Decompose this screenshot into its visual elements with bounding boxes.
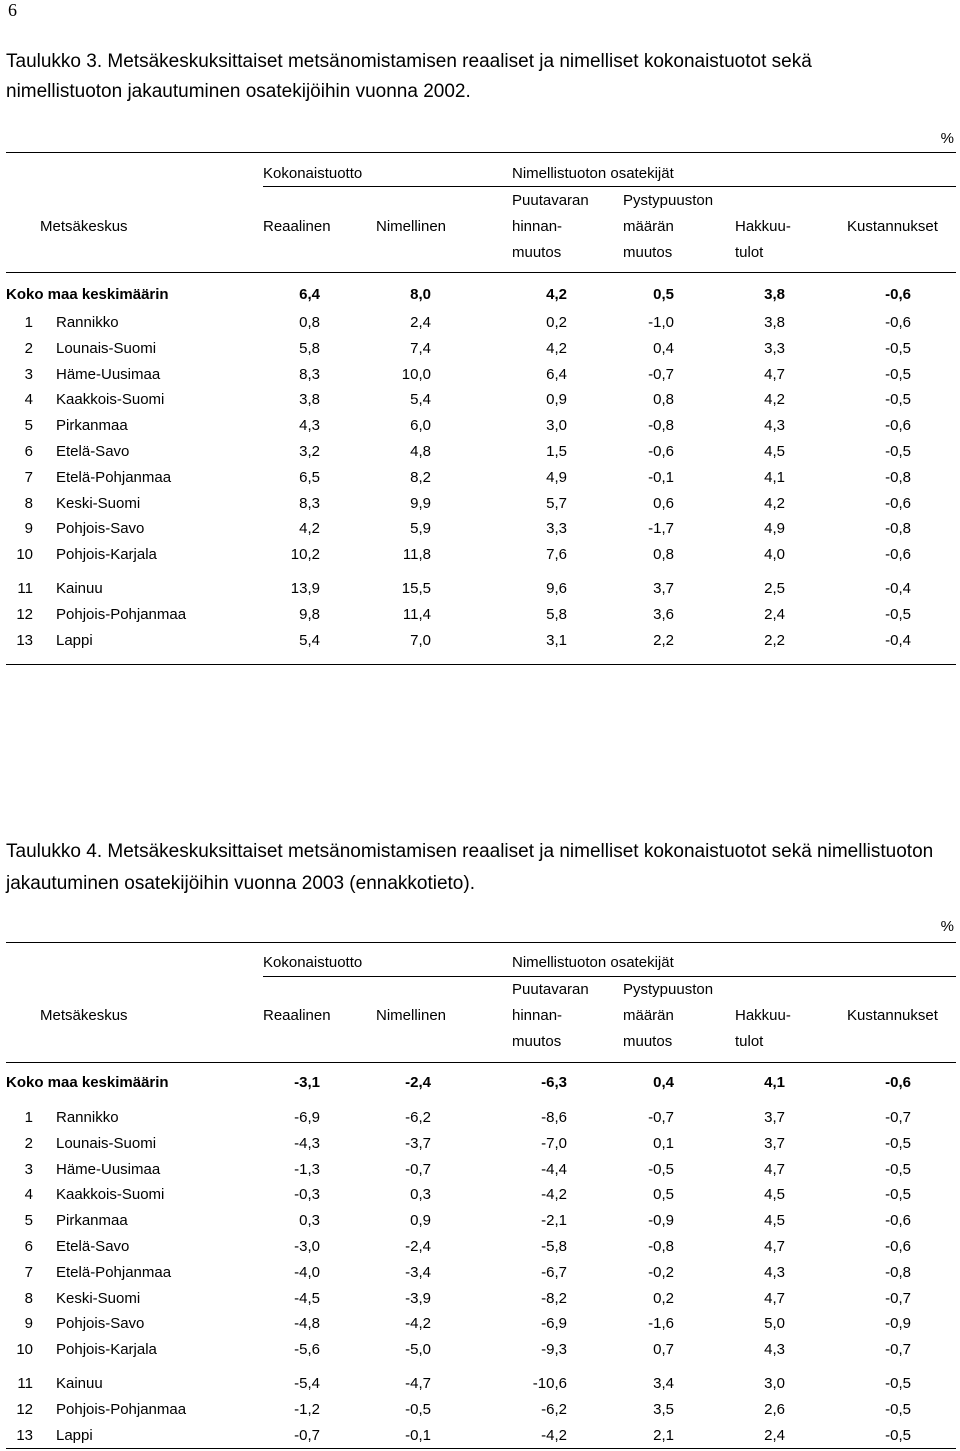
row-value: -4,7 bbox=[405, 1375, 431, 1392]
row-value: -0,4 bbox=[885, 631, 911, 649]
total-row-value: 4,1 bbox=[764, 1074, 785, 1091]
row-value: -0,7 bbox=[294, 1426, 320, 1444]
row-value: -0,1 bbox=[405, 1426, 431, 1444]
row-value: -0,7 bbox=[648, 365, 674, 383]
row-value: 2,4 bbox=[764, 1426, 785, 1444]
row-value: 11,4 bbox=[402, 605, 431, 623]
row-value: 6,4 bbox=[546, 365, 567, 383]
row-value: -9,3 bbox=[541, 1341, 567, 1359]
column-header-region: Metsäkeskus bbox=[40, 218, 128, 235]
row-value: -6,9 bbox=[541, 1315, 567, 1333]
row-value: 6,0 bbox=[410, 417, 431, 435]
row-value: 4,2 bbox=[764, 391, 785, 409]
row-value: 0,1 bbox=[653, 1134, 674, 1152]
row-region-name: Pirkanmaa bbox=[56, 1212, 128, 1230]
row-region-name: Kaakkois-Suomi bbox=[56, 391, 165, 409]
row-number: 6 bbox=[24, 443, 33, 460]
row-value: 15,5 bbox=[401, 580, 431, 597]
row-value: 5,4 bbox=[299, 631, 320, 649]
row-value: -8,2 bbox=[541, 1289, 567, 1307]
row-region-name: Pohjois-Karjala bbox=[56, 546, 157, 564]
row-number: 2 bbox=[24, 1134, 33, 1152]
row-value: -0,5 bbox=[885, 1400, 911, 1418]
column-header-price: hinnan- bbox=[512, 1007, 563, 1024]
row-value: -2,1 bbox=[541, 1212, 567, 1230]
row-region-name: Etelä-Savo bbox=[56, 1238, 130, 1255]
row-value: -0,3 bbox=[294, 1186, 320, 1204]
row-value: 4,0 bbox=[764, 546, 785, 564]
row-value: -5,4 bbox=[294, 1375, 320, 1392]
row-value: 8,3 bbox=[299, 365, 320, 383]
row-value: 0,3 bbox=[410, 1186, 431, 1204]
unit-label: % bbox=[940, 130, 954, 147]
row-value: -3,9 bbox=[405, 1289, 431, 1307]
row-region-name: Pohjois-Savo bbox=[56, 1315, 145, 1333]
row-value: 3,2 bbox=[299, 443, 320, 460]
row-region-name: Kainuu bbox=[56, 1375, 103, 1392]
row-value: -0,5 bbox=[885, 391, 911, 409]
total-row-label: Koko maa keskimäärin bbox=[6, 286, 169, 303]
row-number: 10 bbox=[16, 546, 33, 564]
group-rule bbox=[263, 976, 956, 977]
row-region-name: Rannikko bbox=[56, 1109, 119, 1126]
row-value: -6,2 bbox=[405, 1109, 431, 1126]
column-header-harvest: tulot bbox=[735, 244, 764, 261]
row-value: 7,0 bbox=[410, 631, 431, 649]
row-value: 4,3 bbox=[764, 1263, 785, 1281]
group-header-total: Kokonaistuotto bbox=[263, 954, 363, 971]
total-row-value: -0,6 bbox=[885, 286, 911, 303]
row-value: -0,5 bbox=[885, 1186, 911, 1204]
row-value: -0,5 bbox=[885, 1134, 911, 1152]
row-value: 2,2 bbox=[653, 631, 674, 649]
row-value: 0,8 bbox=[653, 546, 674, 564]
row-region-name: Kaakkois-Suomi bbox=[56, 1186, 165, 1204]
row-number: 2 bbox=[24, 339, 33, 357]
row-number: 9 bbox=[24, 520, 33, 538]
row-value: -6,2 bbox=[541, 1400, 567, 1418]
row-value: 2,1 bbox=[653, 1426, 674, 1444]
row-value: 4,8 bbox=[410, 443, 431, 460]
row-region-name: Lappi bbox=[56, 1426, 93, 1444]
row-number: 7 bbox=[24, 468, 33, 486]
row-value: -0,7 bbox=[885, 1289, 911, 1307]
row-value: -0,6 bbox=[885, 546, 911, 564]
row-value: 0,8 bbox=[299, 314, 320, 331]
total-row-value: -6,3 bbox=[541, 1074, 567, 1091]
row-value: -5,8 bbox=[541, 1238, 567, 1255]
row-number: 8 bbox=[24, 494, 33, 512]
row-number: 6 bbox=[24, 1238, 33, 1255]
row-value: 3,8 bbox=[299, 391, 320, 409]
row-value: 7,4 bbox=[410, 339, 431, 357]
row-number: 11 bbox=[17, 580, 33, 597]
row-region-name: Pirkanmaa bbox=[56, 417, 128, 435]
column-header-nominal: Nimellinen bbox=[376, 218, 447, 235]
row-value: -0,6 bbox=[885, 1212, 911, 1230]
row-value: 4,3 bbox=[764, 1341, 785, 1359]
row-value: 4,2 bbox=[546, 339, 567, 357]
row-value: 4,5 bbox=[764, 443, 785, 460]
row-value: 0,8 bbox=[653, 391, 674, 409]
row-value: -0,1 bbox=[648, 468, 674, 486]
row-region-name: Rannikko bbox=[56, 314, 119, 331]
row-number: 3 bbox=[24, 365, 33, 383]
row-number: 4 bbox=[24, 1186, 33, 1204]
row-number: 8 bbox=[24, 1289, 33, 1307]
row-value: -0,5 bbox=[885, 1160, 911, 1178]
row-value: 4,9 bbox=[764, 520, 785, 538]
row-value: -0,6 bbox=[885, 494, 911, 512]
row-region-name: Häme-Uusimaa bbox=[56, 1160, 161, 1178]
total-row-value: 4,2 bbox=[546, 286, 567, 303]
column-header-costs: Kustannukset bbox=[847, 1007, 938, 1024]
row-value: 0,5 bbox=[653, 1186, 674, 1204]
row-value: 5,8 bbox=[546, 605, 567, 623]
row-value: -4,8 bbox=[294, 1315, 320, 1333]
row-region-name: Lounais-Suomi bbox=[56, 1134, 157, 1152]
row-number: 5 bbox=[24, 1212, 33, 1230]
row-value: -4,2 bbox=[541, 1426, 567, 1444]
row-value: 3,7 bbox=[764, 1134, 785, 1152]
row-region-name: Etelä-Pohjanmaa bbox=[56, 1263, 172, 1281]
row-value: 4,5 bbox=[764, 1186, 785, 1204]
row-value: -1,6 bbox=[648, 1315, 674, 1333]
row-value: -6,9 bbox=[294, 1109, 320, 1126]
row-value: -4,4 bbox=[541, 1160, 567, 1178]
row-value: 3,6 bbox=[653, 605, 674, 623]
row-value: 0,2 bbox=[546, 314, 567, 331]
row-number: 10 bbox=[16, 1341, 33, 1359]
column-header-real: Reaalinen bbox=[263, 218, 331, 235]
row-value: 9,6 bbox=[546, 580, 567, 597]
row-number: 12 bbox=[16, 1400, 33, 1418]
row-value: 3,0 bbox=[764, 1375, 785, 1392]
total-row-value: -0,6 bbox=[885, 1074, 911, 1091]
row-value: -0,5 bbox=[885, 365, 911, 383]
column-header-price: muutos bbox=[512, 244, 562, 261]
row-value: -0,5 bbox=[885, 443, 911, 460]
row-value: 0,3 bbox=[299, 1212, 320, 1230]
row-value: 9,8 bbox=[299, 605, 320, 623]
row-value: 4,7 bbox=[764, 1160, 785, 1178]
table-caption-line: nimellistuoton jakautuminen osatekijöihin vuonna 2002. bbox=[6, 81, 471, 102]
row-value: 5,9 bbox=[410, 520, 431, 538]
row-value: 4,7 bbox=[764, 1238, 785, 1255]
row-value: -0,5 bbox=[405, 1400, 431, 1418]
row-value: 4,7 bbox=[764, 365, 785, 383]
total-row-value: 3,8 bbox=[764, 286, 785, 303]
row-value: 4,2 bbox=[299, 520, 320, 538]
column-header-volume: muutos bbox=[623, 244, 673, 261]
row-number: 13 bbox=[16, 631, 33, 649]
row-number: 9 bbox=[24, 1315, 33, 1333]
row-value: 3,3 bbox=[546, 520, 567, 538]
row-value: 7,6 bbox=[546, 546, 567, 564]
table-caption-line: Taulukko 3. Metsäkeskuksittaiset metsänomistamisen reaaliset ja nimelliset kokonaistuotot sekä bbox=[6, 51, 812, 72]
row-value: -0,5 bbox=[648, 1160, 674, 1178]
row-number: 3 bbox=[24, 1160, 33, 1178]
page-number: 6 bbox=[8, 0, 17, 20]
column-header-price: muutos bbox=[512, 1033, 562, 1050]
row-value: -7,0 bbox=[541, 1134, 567, 1152]
row-value: 8,2 bbox=[410, 468, 431, 486]
column-header-volume: Pystypuuston bbox=[623, 981, 714, 998]
group-header-total: Kokonaistuotto bbox=[263, 165, 363, 182]
column-header-nominal: Nimellinen bbox=[376, 1007, 447, 1024]
row-value: 2,2 bbox=[764, 631, 785, 649]
column-header-volume: määrän bbox=[623, 1007, 674, 1024]
row-value: -0,5 bbox=[885, 1375, 911, 1392]
row-value: -4,3 bbox=[294, 1134, 320, 1152]
row-value: -0,8 bbox=[648, 417, 674, 435]
total-row-value: 0,4 bbox=[653, 1074, 674, 1091]
row-value: 11,8 bbox=[402, 546, 431, 564]
total-row-value: -3,1 bbox=[294, 1074, 320, 1091]
row-value: -4,2 bbox=[541, 1186, 567, 1204]
row-value: 0,4 bbox=[653, 339, 674, 357]
row-value: 3,4 bbox=[653, 1375, 674, 1392]
row-region-name: Keski-Suomi bbox=[56, 494, 141, 512]
table-top-rule bbox=[6, 942, 956, 943]
row-value: -8,6 bbox=[541, 1109, 567, 1126]
row-value: 0,9 bbox=[546, 391, 567, 409]
total-row-value: -2,4 bbox=[405, 1074, 431, 1091]
row-region-name: Keski-Suomi bbox=[56, 1289, 141, 1307]
row-region-name: Häme-Uusimaa bbox=[56, 365, 161, 383]
row-number: 13 bbox=[16, 1426, 33, 1444]
row-region-name: Kainuu bbox=[56, 580, 103, 597]
row-value: -0,5 bbox=[885, 339, 911, 357]
row-value: -0,9 bbox=[885, 1315, 911, 1333]
row-value: -1,7 bbox=[648, 520, 674, 538]
row-value: -0,8 bbox=[885, 1263, 911, 1281]
total-row-label: Koko maa keskimäärin bbox=[6, 1074, 169, 1091]
row-region-name: Pohjois-Pohjanmaa bbox=[56, 1400, 187, 1418]
table-caption-line: Taulukko 4. Metsäkeskuksittaiset metsänomistamisen reaaliset ja nimelliset kokonaistuotot sekä nimellistuoton bbox=[6, 841, 934, 862]
row-value: 2,5 bbox=[764, 580, 785, 597]
group-rule bbox=[263, 186, 956, 187]
row-value: -4,2 bbox=[405, 1315, 431, 1333]
row-value: 0,7 bbox=[653, 1341, 674, 1359]
row-region-name: Etelä-Savo bbox=[56, 443, 130, 460]
row-number: 7 bbox=[24, 1263, 33, 1281]
row-value: 9,9 bbox=[410, 494, 431, 512]
row-value: -0,6 bbox=[885, 1238, 911, 1255]
row-value: 5,7 bbox=[546, 494, 567, 512]
row-value: -1,3 bbox=[294, 1160, 320, 1178]
row-value: -5,0 bbox=[405, 1341, 431, 1359]
table-bottom-rule bbox=[6, 664, 956, 665]
row-value: -0,8 bbox=[885, 520, 911, 538]
row-number: 1 bbox=[24, 1109, 33, 1126]
column-header-real: Reaalinen bbox=[263, 1007, 331, 1024]
row-value: 10,2 bbox=[290, 546, 320, 564]
table-bottom-rule bbox=[6, 1448, 956, 1449]
total-row-value: 6,4 bbox=[299, 286, 320, 303]
row-value: 3,5 bbox=[653, 1400, 674, 1418]
row-value: 4,1 bbox=[764, 468, 785, 486]
column-header-price: Puutavaran bbox=[512, 981, 589, 998]
row-value: 4,7 bbox=[764, 1289, 785, 1307]
row-number: 4 bbox=[24, 391, 33, 409]
unit-label: % bbox=[940, 918, 954, 935]
row-value: 5,4 bbox=[410, 391, 431, 409]
row-value: -0,6 bbox=[885, 417, 911, 435]
row-value: -0,8 bbox=[648, 1238, 674, 1255]
row-value: -5,6 bbox=[294, 1341, 320, 1359]
column-header-harvest: Hakkuu- bbox=[735, 1007, 791, 1024]
row-value: -0,8 bbox=[885, 468, 911, 486]
row-value: -0,4 bbox=[885, 580, 911, 597]
row-region-name: Pohjois-Karjala bbox=[56, 1341, 157, 1359]
row-value: -1,0 bbox=[648, 314, 674, 331]
group-header-components: Nimellistuoton osatekijät bbox=[512, 165, 674, 182]
row-value: 0,2 bbox=[653, 1289, 674, 1307]
row-region-name: Lappi bbox=[56, 631, 93, 649]
row-value: 10,0 bbox=[401, 365, 431, 383]
column-header-price: hinnan- bbox=[512, 218, 563, 235]
header-bottom-rule bbox=[6, 1062, 956, 1063]
row-value: -0,5 bbox=[885, 1426, 911, 1444]
row-value: 1,5 bbox=[546, 443, 567, 460]
row-value: -10,6 bbox=[532, 1375, 567, 1392]
column-header-price: Puutavaran bbox=[512, 192, 589, 209]
column-header-volume: muutos bbox=[623, 1033, 673, 1050]
row-value: -0,6 bbox=[648, 443, 674, 460]
column-header-volume: määrän bbox=[623, 218, 674, 235]
row-number: 11 bbox=[17, 1375, 33, 1392]
row-value: 4,3 bbox=[764, 417, 785, 435]
row-value: -0,7 bbox=[885, 1341, 911, 1359]
row-value: -0,2 bbox=[648, 1263, 674, 1281]
row-value: -3,4 bbox=[405, 1263, 431, 1281]
row-number: 5 bbox=[24, 417, 33, 435]
row-region-name: Pohjois-Pohjanmaa bbox=[56, 605, 187, 623]
row-value: -0,7 bbox=[885, 1109, 911, 1126]
row-value: 3,7 bbox=[653, 580, 674, 597]
row-value: 0,6 bbox=[653, 494, 674, 512]
row-value: -0,6 bbox=[885, 314, 911, 331]
row-region-name: Etelä-Pohjanmaa bbox=[56, 468, 172, 486]
row-value: -2,4 bbox=[405, 1238, 431, 1255]
row-value: 5,8 bbox=[299, 339, 320, 357]
row-value: -3,0 bbox=[294, 1238, 320, 1255]
row-value: 4,2 bbox=[764, 494, 785, 512]
total-row-value: 8,0 bbox=[410, 286, 431, 303]
row-value: 2,6 bbox=[764, 1400, 785, 1418]
row-value: 3,0 bbox=[546, 417, 567, 435]
row-value: -4,5 bbox=[294, 1289, 320, 1307]
row-value: 3,3 bbox=[764, 339, 785, 357]
row-value: 4,5 bbox=[764, 1212, 785, 1230]
row-number: 12 bbox=[16, 605, 33, 623]
row-region-name: Lounais-Suomi bbox=[56, 339, 157, 357]
row-value: -0,5 bbox=[885, 605, 911, 623]
row-value: -0,7 bbox=[648, 1109, 674, 1126]
table-caption-line: jakautuminen osatekijöihin vuonna 2003 (ennakkotieto). bbox=[6, 873, 475, 894]
row-value: -4,0 bbox=[294, 1263, 320, 1281]
row-value: 8,3 bbox=[299, 494, 320, 512]
header-bottom-rule bbox=[6, 272, 956, 273]
row-value: 13,9 bbox=[290, 580, 320, 597]
row-value: 6,5 bbox=[299, 468, 320, 486]
row-value: 5,0 bbox=[764, 1315, 785, 1333]
row-value: 4,9 bbox=[546, 468, 567, 486]
row-value: -3,7 bbox=[405, 1134, 431, 1152]
row-value: 2,4 bbox=[410, 314, 431, 331]
column-header-volume: Pystypuuston bbox=[623, 192, 714, 209]
column-header-region: Metsäkeskus bbox=[40, 1007, 128, 1024]
column-header-harvest: tulot bbox=[735, 1033, 764, 1050]
total-row-value: 0,5 bbox=[653, 286, 674, 303]
row-value: 0,9 bbox=[410, 1212, 431, 1230]
row-value: 3,1 bbox=[546, 631, 567, 649]
row-value: 3,8 bbox=[764, 314, 785, 331]
row-value: 3,7 bbox=[764, 1109, 785, 1126]
row-value: -0,9 bbox=[648, 1212, 674, 1230]
table-top-rule bbox=[6, 152, 956, 153]
group-header-components: Nimellistuoton osatekijät bbox=[512, 954, 674, 971]
row-value: -6,7 bbox=[541, 1263, 567, 1281]
row-value: 2,4 bbox=[764, 605, 785, 623]
row-value: 4,3 bbox=[299, 417, 320, 435]
row-value: -1,2 bbox=[294, 1400, 320, 1418]
column-header-harvest: Hakkuu- bbox=[735, 218, 791, 235]
column-header-costs: Kustannukset bbox=[847, 218, 938, 235]
row-value: -0,7 bbox=[405, 1160, 431, 1178]
row-number: 1 bbox=[24, 314, 33, 331]
row-region-name: Pohjois-Savo bbox=[56, 520, 145, 538]
